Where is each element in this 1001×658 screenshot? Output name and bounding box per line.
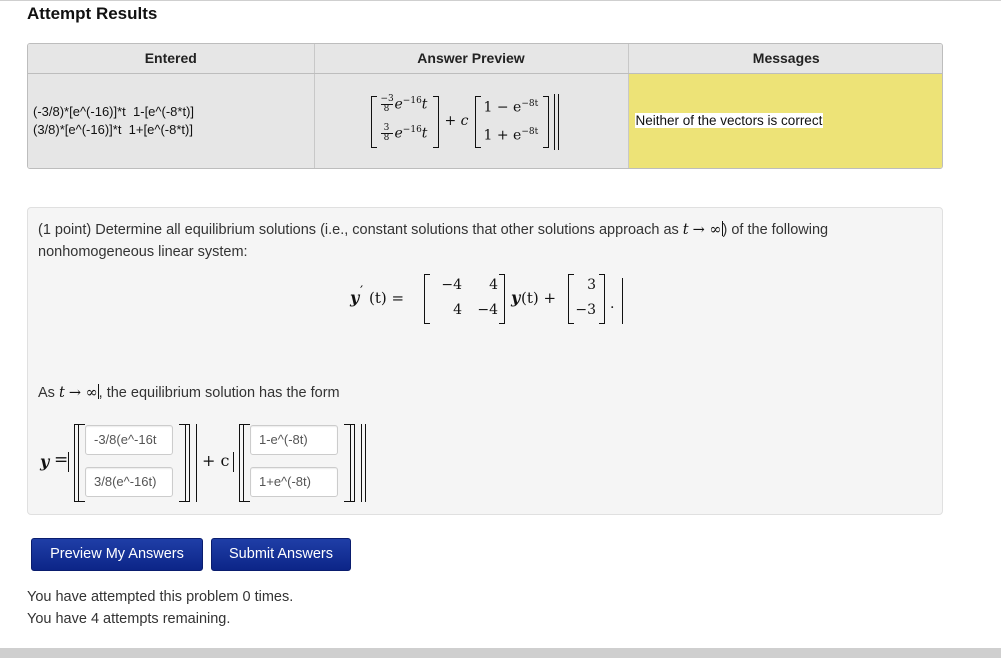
answer-preview-cell <box>314 73 628 168</box>
as-t-suffix: , the equilibrium solution has the form <box>98 385 340 401</box>
preview-e-top: e <box>394 96 403 113</box>
eq-matrix-a21: 4 <box>453 302 462 318</box>
bottom-scroll-bar <box>0 648 1001 658</box>
answer-preview-math <box>315 74 629 168</box>
problem-box <box>27 207 943 515</box>
answer-bar-3 <box>365 424 366 502</box>
attempt-results-title: Attempt Results <box>27 4 158 23</box>
preview-bar-2 <box>558 94 559 150</box>
text-cursor-4 <box>68 452 69 472</box>
preview-frac-top-den: 8 <box>383 103 390 114</box>
answer-v2-bottom-input[interactable]: 1+e^(-8t) <box>250 467 338 497</box>
answer-v1-bottom-input[interactable]: 3/8(e^-16t) <box>85 467 173 497</box>
preview-answers-button[interactable]: Preview My Answers <box>31 538 203 571</box>
preview-e-bot: e <box>394 125 403 142</box>
eq-matrix-a11: −4 <box>441 277 462 293</box>
preview-v2-top <box>484 99 539 116</box>
as-t-prefix: As <box>38 385 59 401</box>
eq-matrix-a22: −4 <box>477 302 498 318</box>
preview-frac-bottom <box>381 124 393 143</box>
answer-v1-top-input[interactable]: -3/8(e^-16t <box>85 425 173 455</box>
eq-vector-bracket-right <box>599 274 605 324</box>
problem-statement <box>38 219 918 263</box>
preview-e-bot-sup: −16 <box>402 124 422 135</box>
preview-v2-top-text: 1 − e <box>483 99 522 116</box>
problem-intro-b: ) of the following nonhomogeneous linear system: <box>38 222 829 260</box>
text-cursor-5 <box>233 452 234 472</box>
preview-bracket-left-2 <box>475 96 481 148</box>
eq-matrix-bracket-right <box>499 274 505 324</box>
answer-area <box>38 422 438 508</box>
answer-y-vector: y <box>40 452 50 471</box>
answer-bracket-left-1b <box>78 424 85 502</box>
message-highlight: Neither of the vectors is correct <box>635 113 823 129</box>
entered-cell <box>28 73 314 168</box>
preview-e-top-sup: −16 <box>402 95 422 106</box>
as-t-var: t <box>58 385 65 401</box>
eq-y-t: y <box>511 288 521 307</box>
eq-prime: ′ <box>360 284 364 300</box>
header-entered: Entered <box>28 44 314 73</box>
eq-matrix-a12: 4 <box>489 277 498 293</box>
answer-bracket-right-2b <box>348 424 355 502</box>
preview-bracket-right-1 <box>433 96 439 148</box>
answer-bar-1 <box>196 424 197 502</box>
preview-t-top: t <box>421 96 428 113</box>
attempts-remaining-text: You have 4 attempts remaining. <box>27 611 231 627</box>
answer-plus-c: + c <box>202 451 230 470</box>
preview-bar-1 <box>554 94 555 150</box>
header-answer-preview: Answer Preview <box>314 44 628 73</box>
attempt-results-table <box>27 43 943 169</box>
attempts-made-text: You have attempted this problem 0 times. <box>27 589 294 605</box>
preview-v2-top-sup: −8t <box>521 98 539 109</box>
answer-bracket-right-1b <box>183 424 190 502</box>
eq-vector-b1: 3 <box>587 277 596 293</box>
eq-y-vector: y <box>350 288 360 307</box>
top-divider <box>0 0 1001 1</box>
preview-exp-top <box>395 96 428 113</box>
equilibrium-form-text <box>38 384 340 401</box>
answer-bar-2 <box>361 424 362 502</box>
answer-v2-top-input[interactable]: 1-e^(-8t) <box>250 425 338 455</box>
entered-line-2: (3/8)*[e^(-16)]*t 1+[e^(-8*t)] <box>33 121 193 137</box>
preview-frac-bot-den: 8 <box>383 132 390 143</box>
eq-arg: (t) = <box>369 289 405 307</box>
problem-t-var: t <box>682 222 689 238</box>
message-text <box>629 113 944 128</box>
preview-bracket-left-1 <box>371 96 377 148</box>
eq-matrix-bracket-left <box>424 274 430 324</box>
entered-line-1: (-3/8)*[e^(-16)]*t 1-[e^(-8*t)] <box>33 103 195 119</box>
answer-equals: = <box>54 450 69 470</box>
eq-vector-b2: −3 <box>575 302 596 318</box>
preview-t-bot: t <box>421 125 428 142</box>
answer-bracket-left-2b <box>243 424 250 502</box>
as-t-arrow-inf: → ∞ <box>68 385 98 401</box>
submit-answers-button[interactable]: Submit Answers <box>211 538 351 571</box>
text-cursor-2 <box>622 278 623 324</box>
problem-intro-a: (1 point) Determine all equilibrium solutions (i.e., constant solutions that other solutions approach as <box>38 222 683 238</box>
preview-plus-c: + c <box>444 112 469 129</box>
preview-frac-top <box>381 95 393 114</box>
preview-v2-bot-sup: −8t <box>521 126 539 137</box>
messages-cell <box>628 73 943 168</box>
preview-v2-bot-text: 1 + e <box>483 127 522 144</box>
eq-period: . <box>610 296 615 312</box>
header-messages: Messages <box>628 44 943 73</box>
preview-frac-top-num: −3 <box>380 93 394 104</box>
preview-frac-bot-num: 3 <box>381 124 393 134</box>
eq-y-arg: (t) + <box>521 289 557 307</box>
preview-v2-bottom <box>484 127 539 144</box>
problem-arrow-inf: → ∞ <box>692 222 722 238</box>
system-equation <box>346 274 646 326</box>
preview-exp-bottom <box>395 125 428 142</box>
preview-bracket-right-2 <box>543 96 549 148</box>
